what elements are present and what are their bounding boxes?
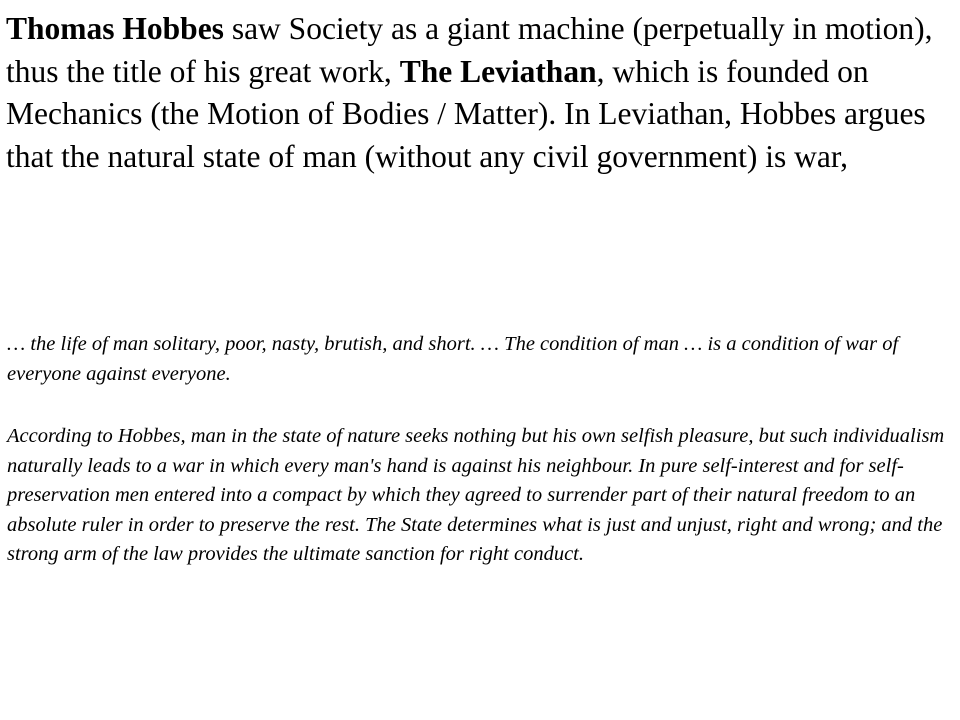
intro-text-part1: saw Society as a giant machine (perpetually in motion), thus the title of his great work, bbox=[6, 11, 933, 89]
leviathan-title: The Leviathan bbox=[399, 53, 597, 89]
leviathan-quote: … the life of man solitary, poor, nasty, brutish, and short. … The condition of man … is a condition of war of everyone against everyone. bbox=[7, 333, 899, 385]
intro-text-part2: , which is founded on Mechanics (the Motion of Bodies / Matter). In Leviathan, Hobbes argues that the natural state of man (without any civil government) is war, bbox=[6, 53, 926, 174]
intro-paragraph bbox=[6, 8, 946, 178]
explanation-paragraph: According to Hobbes, man in the state of nature seeks nothing but his own selfish pleasure, but such individualism naturally leads to a war in which every man's hand is against his neighbour. In pure self-interest and for self-preservation men entered into a compact by which they agreed to surrender part of their natural freedom to an absolute ruler in order to preserve the rest. The State determines what is just and unjust, right and wrong; and the strong arm of the law provides the ultimate sanction for right conduct. bbox=[7, 425, 945, 565]
hobbes-name: Thomas Hobbes bbox=[6, 11, 224, 46]
